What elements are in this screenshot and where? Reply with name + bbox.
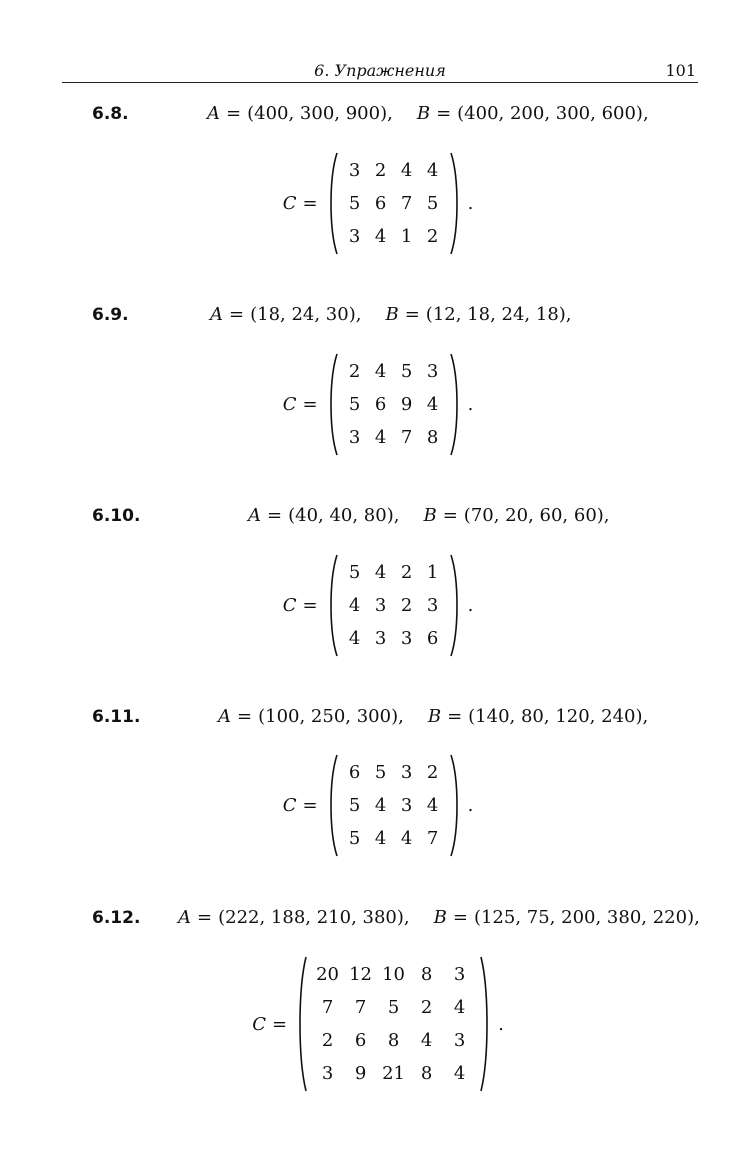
equals-sign: = <box>442 505 458 526</box>
matrix-c-label: C <box>252 1013 266 1035</box>
matrix-cell: 8 <box>387 1030 400 1051</box>
matrix <box>326 152 462 255</box>
matrix-cell: 4 <box>426 160 439 181</box>
equals-sign: = <box>302 595 318 616</box>
matrix-cell: 8 <box>420 964 433 985</box>
equals-sign: = <box>271 1013 288 1035</box>
matrix-cell: 5 <box>348 193 361 214</box>
vectors-line <box>0 906 756 930</box>
vector-a-values: (222, 188, 210, 380), <box>218 907 410 928</box>
matrix-cell: 6 <box>426 628 439 649</box>
matrix-cell: 3 <box>400 762 413 783</box>
matrix-cell: 4 <box>374 562 387 583</box>
left-paren <box>295 956 309 1092</box>
matrix-cell: 2 <box>426 226 439 247</box>
right-paren <box>448 353 462 456</box>
equals-sign: = <box>267 505 283 526</box>
vectors-line <box>0 303 756 327</box>
matrix-c <box>0 353 756 456</box>
matrix-cell: 3 <box>426 595 439 616</box>
vector-a-label: A <box>207 103 220 124</box>
matrix-cell: 5 <box>348 795 361 816</box>
matrix-cell: 4 <box>348 595 361 616</box>
matrix-c-label: C <box>282 595 297 616</box>
matrix <box>326 353 462 456</box>
left-paren <box>326 554 340 657</box>
matrix-cell: 4 <box>374 361 387 382</box>
matrix-cell: 4 <box>426 394 439 415</box>
matrix-cell: 2 <box>348 361 361 382</box>
matrix-grid <box>340 754 448 857</box>
matrix-c <box>0 554 756 657</box>
period: . <box>467 795 474 816</box>
matrix-cell: 3 <box>321 1063 334 1084</box>
period: . <box>467 394 474 415</box>
matrix-cell: 4 <box>374 427 387 448</box>
matrix-cell: 6 <box>348 762 361 783</box>
matrix-cell: 3 <box>348 427 361 448</box>
matrix-c <box>0 152 756 255</box>
equals-sign: = <box>302 193 318 214</box>
matrix-cell: 2 <box>400 562 413 583</box>
matrix-cell: 2 <box>420 997 433 1018</box>
matrix-cell: 1 <box>426 562 439 583</box>
vector-a-values: (40, 40, 80), <box>288 505 400 526</box>
matrix-c-label: C <box>282 394 297 415</box>
equals-sign: = <box>452 907 468 928</box>
section-title: 6. Упражнения <box>314 61 446 80</box>
vector-b-label: B <box>423 505 437 526</box>
period: . <box>467 193 474 214</box>
matrix-cell: 4 <box>348 628 361 649</box>
matrix-cell: 2 <box>321 1030 334 1051</box>
vector-a-label: A <box>218 706 231 727</box>
vector-a-values: (100, 250, 300), <box>258 706 404 727</box>
vector-a-values: (18, 24, 30), <box>250 304 362 325</box>
matrix-cell: 5 <box>348 562 361 583</box>
matrix <box>326 554 462 657</box>
equals-sign: = <box>197 907 213 928</box>
matrix-cell: 4 <box>374 795 387 816</box>
matrix-cell: 9 <box>400 394 413 415</box>
matrix-c-label: C <box>282 795 297 816</box>
matrix <box>326 754 462 857</box>
matrix-cell: 4 <box>453 997 466 1018</box>
exercise-number: 6.11. <box>92 707 141 727</box>
exercise-number: 6.8. <box>92 104 129 124</box>
matrix-cell: 3 <box>374 628 387 649</box>
matrix-grid <box>340 152 448 255</box>
matrix-cell: 8 <box>426 427 439 448</box>
matrix-cell: 3 <box>374 595 387 616</box>
matrix-cell: 5 <box>374 762 387 783</box>
matrix-cell: 20 <box>316 964 340 985</box>
matrix-cell: 8 <box>420 1063 433 1084</box>
right-paren <box>448 152 462 255</box>
equals-sign: = <box>226 103 242 124</box>
equals-sign: = <box>404 304 420 325</box>
vector-b-values: (140, 80, 120, 240), <box>468 706 649 727</box>
right-paren <box>448 554 462 657</box>
matrix-cell: 9 <box>354 1063 367 1084</box>
matrix-cell: 3 <box>348 226 361 247</box>
matrix-cell: 4 <box>453 1063 466 1084</box>
matrix-cell: 4 <box>374 226 387 247</box>
matrix-cell: 4 <box>426 795 439 816</box>
equals-sign: = <box>302 394 318 415</box>
matrix-grid <box>309 956 478 1092</box>
vectors-line <box>0 102 756 126</box>
vector-b-values: (400, 200, 300, 600), <box>457 103 649 124</box>
left-paren <box>326 353 340 456</box>
matrix-c-label: C <box>282 193 297 214</box>
matrix-cell: 7 <box>321 997 334 1018</box>
vector-a-label: A <box>178 907 191 928</box>
running-header <box>62 60 698 83</box>
matrix-cell: 5 <box>387 997 400 1018</box>
period: . <box>467 595 474 616</box>
matrix-cell: 4 <box>400 160 413 181</box>
vector-b-label: B <box>416 103 431 124</box>
matrix-cell: 21 <box>382 1063 406 1084</box>
equals-sign: = <box>436 103 452 124</box>
exercise-number: 6.9. <box>92 305 129 325</box>
equals-sign: = <box>229 304 245 325</box>
vector-b-values: (12, 18, 24, 18), <box>425 304 572 325</box>
vector-b-values: (125, 75, 200, 380, 220), <box>473 907 700 928</box>
vector-b-label: B <box>433 907 447 928</box>
matrix-c <box>0 754 756 857</box>
vector-b-label: B <box>385 304 399 325</box>
matrix-cell: 1 <box>400 226 413 247</box>
matrix-cell: 5 <box>348 394 361 415</box>
matrix-cell: 5 <box>348 828 361 849</box>
matrix-cell: 3 <box>348 160 361 181</box>
left-paren <box>326 152 340 255</box>
period: . <box>498 1013 504 1035</box>
matrix-cell: 12 <box>349 964 373 985</box>
matrix-cell: 3 <box>400 795 413 816</box>
vector-a-label: A <box>248 505 261 526</box>
vectors-line <box>0 705 756 729</box>
matrix-cell: 10 <box>382 964 406 985</box>
right-paren <box>448 754 462 857</box>
matrix-grid <box>340 353 448 456</box>
matrix-cell: 7 <box>400 193 413 214</box>
vectors-line <box>0 504 756 528</box>
matrix-cell: 4 <box>420 1030 433 1051</box>
equals-sign: = <box>302 795 318 816</box>
vector-b-label: B <box>427 706 442 727</box>
equals-sign: = <box>447 706 463 727</box>
matrix-cell: 7 <box>426 828 439 849</box>
matrix-cell: 2 <box>400 595 413 616</box>
matrix-cell: 2 <box>374 160 387 181</box>
matrix-cell: 6 <box>374 394 387 415</box>
matrix-cell: 6 <box>354 1030 367 1051</box>
exercise-number: 6.10. <box>92 506 141 526</box>
matrix-cell: 5 <box>426 193 439 214</box>
matrix-cell: 4 <box>400 828 413 849</box>
matrix-cell: 3 <box>453 1030 466 1051</box>
vector-a-label: A <box>210 304 223 325</box>
left-paren <box>326 754 340 857</box>
matrix-cell: 7 <box>354 997 367 1018</box>
matrix-grid <box>340 554 448 657</box>
right-paren <box>478 956 492 1092</box>
matrix-cell: 2 <box>426 762 439 783</box>
matrix-cell: 5 <box>400 361 413 382</box>
exercise-number: 6.12. <box>92 908 141 928</box>
matrix-cell: 4 <box>374 828 387 849</box>
vector-a-values: (400, 300, 900), <box>247 103 393 124</box>
matrix-cell: 3 <box>453 964 466 985</box>
matrix-cell: 3 <box>426 361 439 382</box>
page-number: 101 <box>665 61 696 80</box>
matrix <box>295 956 492 1092</box>
matrix-cell: 3 <box>400 628 413 649</box>
matrix-cell: 7 <box>400 427 413 448</box>
matrix-cell: 6 <box>374 193 387 214</box>
matrix-c <box>0 956 756 1092</box>
equals-sign: = <box>237 706 253 727</box>
vector-b-values: (70, 20, 60, 60), <box>463 505 610 526</box>
